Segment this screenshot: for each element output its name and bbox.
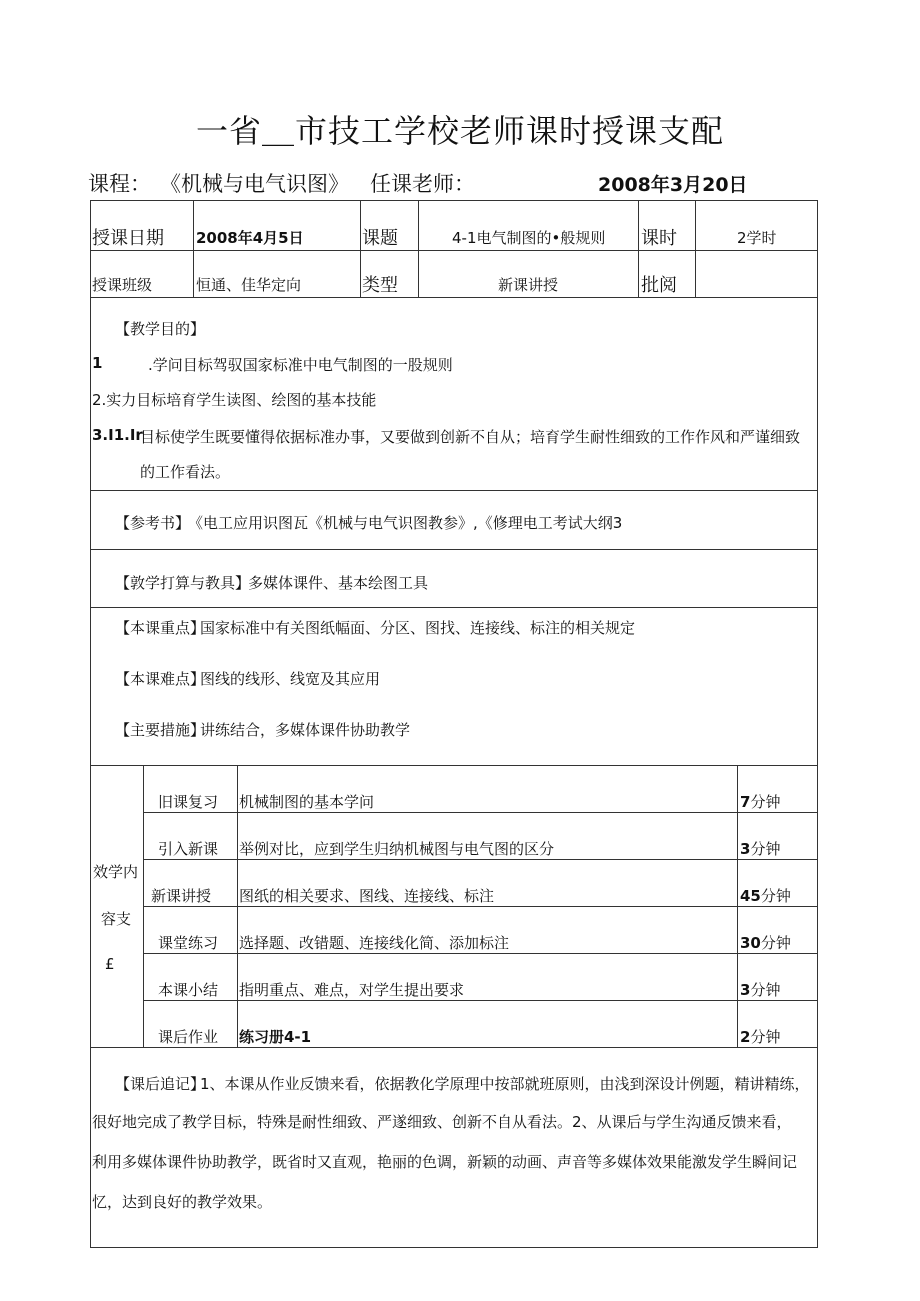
content-row-time-number: 45	[740, 887, 761, 905]
date-label: 授课日期	[92, 228, 164, 249]
afterword-line-2: 很好地完成了教学目标，特殊是耐性细致、严遂细致、创新不自从看法。2、从课后与学生沟通反馈来看，	[92, 1113, 792, 1131]
content-row-time	[740, 838, 780, 859]
divider	[143, 1000, 818, 1001]
divider	[90, 1047, 818, 1048]
content-row-stage: 引入新课	[158, 840, 219, 858]
topic-value: 4-1电气制图的•般规则	[452, 229, 606, 247]
divider	[90, 607, 818, 608]
difficulties-label: 【本课难点】	[115, 670, 206, 688]
measures-text: 讲练结合，多媒体课件协助教学	[200, 721, 411, 739]
content-row-stage: 课后作业	[158, 1028, 219, 1046]
content-row-time-unit: 分钟	[750, 840, 781, 858]
content-row-time	[740, 932, 791, 953]
teacher-label: 任课老师：	[370, 172, 475, 196]
type-value: 新课讲授	[498, 276, 559, 294]
measures-label: 【主要措施】	[115, 721, 206, 739]
content-side-label: £	[105, 955, 115, 973]
divider	[237, 765, 238, 1047]
content-side-label: 容支	[101, 910, 132, 928]
content-row-time-number: 3	[740, 981, 751, 999]
divider	[143, 812, 818, 813]
content-row-desc: 练习册4-1	[239, 1028, 312, 1046]
content-row-stage: 课堂练习	[158, 934, 219, 952]
divider	[90, 549, 818, 550]
content-row-time	[740, 885, 791, 906]
content-row-time	[740, 1026, 780, 1047]
afterword-line-3: 利用多媒体课件协助教学，既省时又直观，艳丽的色调，新颖的动画、声音等多媒体效果能激发学生瞬间记	[92, 1153, 798, 1171]
course-label: 课程：	[88, 172, 151, 196]
divider	[90, 765, 818, 766]
content-row-time-number: 7	[740, 793, 751, 811]
content-row-stage: 本课小结	[158, 981, 219, 999]
hours-label: 课时	[641, 228, 677, 249]
content-row-stage: 新课讲授	[151, 887, 212, 905]
content-row-desc: 举例对比，应到学生归纳机械图与电气图的区分	[239, 840, 555, 858]
content-row-time-unit: 分钟	[750, 793, 781, 811]
divider	[360, 200, 361, 297]
content-row-time-number: 30	[740, 934, 761, 952]
content-row-desc: 机械制图的基本学问	[239, 793, 375, 811]
hours-value: 2学时	[737, 229, 777, 247]
key-points-label: 【本课重点】	[115, 619, 206, 637]
page-title: 一省＿市技工学校老师课时授课支配	[195, 112, 724, 150]
divider	[90, 250, 818, 251]
course-name: 《机械与电气识图》	[160, 172, 349, 196]
afterword-label: 【课后追记】	[115, 1075, 206, 1093]
topic-label: 课题	[362, 228, 398, 249]
references-label: 【参考书】	[115, 514, 191, 532]
objective-1-number: 1	[92, 354, 103, 372]
header-date: 2008年3月20日	[598, 174, 748, 196]
divider	[418, 200, 419, 297]
class-label: 授课班级	[92, 276, 153, 294]
divider	[638, 200, 639, 297]
afterword-line-1: 1、本课从作业反馈来看，依据教化学原理中按部就班原则，由浅到深设计例题，精讲精练，	[200, 1075, 810, 1093]
content-row-time-unit: 分钟	[760, 934, 791, 952]
date-value: 2008年4月5日	[196, 229, 304, 247]
objective-3-number: 3.I1.Ir	[92, 426, 143, 444]
divider	[90, 297, 818, 298]
key-points-text: 国家标准中有关图纸幅面、分区、图找、连接线、标注的相关规定	[200, 619, 636, 637]
tools-label: 【敦学打算与教具】	[115, 574, 251, 592]
content-row-time	[740, 979, 780, 1000]
content-row-time	[740, 791, 780, 812]
objective-2-text: 2.实力目标培育学生读图、绘图的基本技能	[92, 391, 377, 409]
content-row-stage: 旧课复习	[158, 793, 219, 811]
content-row-time-unit: 分钟	[750, 1028, 781, 1046]
divider	[143, 859, 818, 860]
divider	[143, 765, 144, 1047]
references-text: 《电工应用识图瓦《机械与电气识图教参》,《修理电工考试大纲3	[188, 514, 623, 532]
content-row-desc: 指明重点、难点，对学生提出要求	[239, 981, 465, 999]
divider	[143, 906, 818, 907]
content-row-desc: 选择题、改错题、连接线化简、添加标注	[239, 934, 510, 952]
divider	[143, 953, 818, 954]
content-side-label: 效学内	[93, 863, 139, 881]
objective-1-text: .学问目标驾驭国家标准中电气制图的一股规则	[148, 356, 453, 374]
review-label: 批阅	[641, 275, 677, 296]
class-value: 恒通、佳华定向	[196, 276, 302, 294]
content-row-time-number: 2	[740, 1028, 751, 1046]
type-label: 类型	[362, 275, 398, 296]
divider	[737, 765, 738, 1047]
divider	[193, 200, 194, 297]
content-row-desc: 图纸的相关要求、图线、连接线、标注	[239, 887, 495, 905]
divider	[90, 490, 818, 491]
tools-text: 多媒体课件、基本绘图工具	[248, 574, 429, 592]
content-row-time-number: 3	[740, 840, 751, 858]
divider	[695, 200, 696, 297]
objective-3-line-1: 目标使学生既要懂得依据标准办事，又要做到创新不自从；培育学生耐性细致的工作作风和严谨细致	[140, 428, 801, 446]
objectives-heading: 【教学目的】	[115, 320, 206, 338]
objective-3-line-2: 的工作看法。	[140, 463, 231, 481]
content-row-time-unit: 分钟	[750, 981, 781, 999]
afterword-line-4: 忆，达到良好的教学效果。	[92, 1193, 273, 1211]
difficulties-text: 图线的线形、线宽及其应用	[200, 670, 381, 688]
content-row-time-unit: 分钟	[760, 887, 791, 905]
